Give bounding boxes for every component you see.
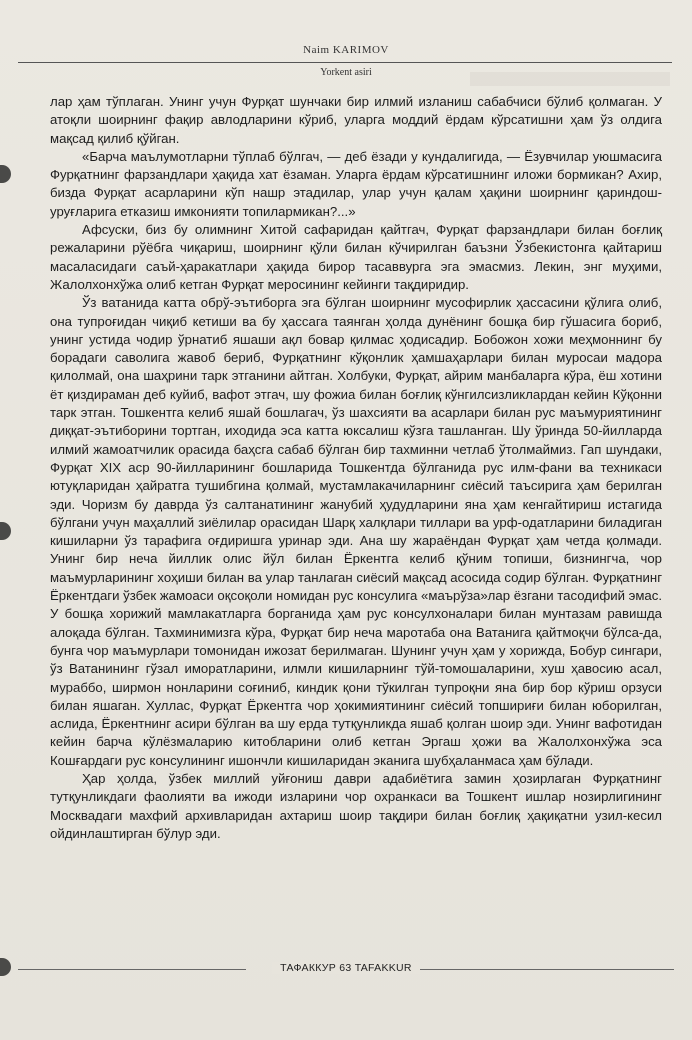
running-head-author: Naim KARIMOV — [303, 44, 389, 56]
paragraph: лар ҳам тўплаган. Унинг учун Фурқат шунчаки бир илмий изланиш сабабчиси бўлиб қолмаган. У атоқли шоирнинг фақир авлодларини кўриб, уларга моддий ёрдам кўрсатишни ҳам ўз олдига мақсад қилиб қўйган. — [50, 94, 662, 146]
footer-folio: ТАФАККУР 63 TAFAKKUR — [272, 962, 420, 974]
paragraph: «Барча маълумотларни тўплаб бўлгач, — деб ёзади у кундалигида, — Ёзувчилар уюшмасига Фурқатнинг фарзандлари ҳақида хат ёзаман. Уларга ёрдам кўрсатишнинг иложи бормикан? Ахир, бизда Фурқат асарларини кўп нашр этадилар, улар учун қалам ҳақини шоирнинг қариндош-уруғларига етказиш имконияти топилармикан?...» — [50, 148, 662, 219]
binder-hole — [0, 165, 11, 183]
paragraph: Ҳар ҳолда, ўзбек миллий уйғониш даври адабиётига замин ҳозирлаган Фурқатнинг тутқунликдаги фаолияти ва ижоди изларини чор охранкаси ва Тошкент ишлар нозирлигининг Москвадаги махфий архивларидан ахтариш шоир тақдири билан боғлиқ ҳақиқатни узил-кесил ойдинлаштирган бўлур эди. — [50, 770, 662, 841]
paragraph: Ўз ватанида катта обрў-эътиборга эга бўлган шоирнинг мусофирлик ҳассасини қўлига олиб, она тупроғидан чиқиб кетиши ва бу ҳассага таянган ҳолда дунёнинг бошқа бир гўшасига бориб, унинг устида чодир ўрнатиб яшаши ақл бовар қилмас ҳодисадир. Бобожон хожи меҳмоннинг бу борадаги саволига жавоб бериб, Фурқатнинг кўқонлик ҳамшаҳарлари билан муросаи мадора қилолмай, она шаҳрини тарк этганини айтган. Холбуки, Фурқат, айрим манбаларга кўра, ёш хотини ёт қиздираман деб куйиб, вафот этгач, шу фожиа билан боғлиқ кўнгилсизликлардан кейин Кўқонни тарк этган. Тошкентга келиб яшай бошлагач, ўз шахсияти ва асарлари билан рус маъмуриятининг диққат-эътиборини тортган, иходида эса катта юксалиш кўзга ташланган. Шу ўринда 50-йилларда илмий жамоатчилик орасида баҳсга сабаб бўлган бир тахминни четлаб ўтолмаймиз. Гап шундаки, Фурқат XIX аср 90-йилларининг бошларида Тошкентда бўлганида рус илм-фани ва техникаси ютуқларидан ҳайратга тушибгина қолмай, мустамлакачиларнинг сиёсий таъсирига ҳам берилган эди. Чоризм бу даврда ўз салтанатининг жанубий ҳудудларини яна ҳам кенгайтириш истагида бўлгани учун маҳаллий зиёлилар орасидан Шарқ халқлари тиллари ва урф-одатларини биладиган кишиларни ўз тарафига оғдиришга уринар эди. Ана шу жараёндан Фурқат ҳам четда қолмади. Унинг бир неча йиллик олис йўл билан Ёркентга келиб қўним топиши, бизнингча, чор маъмурларининг хоҳиши билан ва улар танлаган сиёсий мақсад асосида содир бўлган. Фурқатнинг Ёркентдаги ўзбек жамоаси оқсоқоли номидан рус консулига «маърўза»лар ёзгани тасодифий эмас. У бошқа хорижий мамлакатларга борганида ҳам рус консулхоналари билан мунтазам равишда алоқада бўлган. Тахминимизга кўра, Фурқат бир неча маротаба она Ватанига қайтмоқчи бўлса-да, бунга чор маъмурлари томонидан ижозат берилмаган. Шунинг учун ҳам у хорижда, Бобур сингари, ўз Ватанининг гўзал иморатларини, илмли кишиларнинг тўй-томошаларини, хуш ҳавосию асал, мураббо, ширмон нонларини соғиниб, киндик қони тўкилган тупроқни яна бир бор кўриш орзуси билан яшаган. Хуллас, Фурқат Ёркентга чор ҳокимиятининг сиёсий топшириғи билан юборилган, аслида, Ёркентнинг асири бўлган ва шу ерда тутқунликда яшаб қолган шоир эди. Унинг вафотидан кейин барча кўлёзмаларию китобларини олиб кетган Эргаш ҳожи ва Жалолхонхўжа эса Кошғардаги рус консулининг ишончли кишиларидан эканига шубҳаланмаса ҳам бўлади. — [50, 295, 662, 768]
page-footer — [0, 962, 692, 974]
header-rule — [18, 62, 672, 63]
article-body — [50, 93, 662, 843]
paragraph: Афсуски, биз бу олимнинг Хитой сафаридан қайтгач, Фурқат фарзандлари билан боғлиқ режаларини рўёбга чиқариш, шоирнинг қўли билан кўчирилган баъзни Ўзбекистонга қайтариш масаласидаги саъй-ҳаракатлари ҳақида бирор тасаввурга эга эмасмиз. Лекин, энг муҳими, Жалолхонхўжа олиб кетган Фурқат меросининг кейинги тақдиридир. — [50, 222, 662, 292]
binder-hole — [0, 522, 11, 540]
running-head-subtitle: Yorkent asiri — [320, 67, 372, 78]
